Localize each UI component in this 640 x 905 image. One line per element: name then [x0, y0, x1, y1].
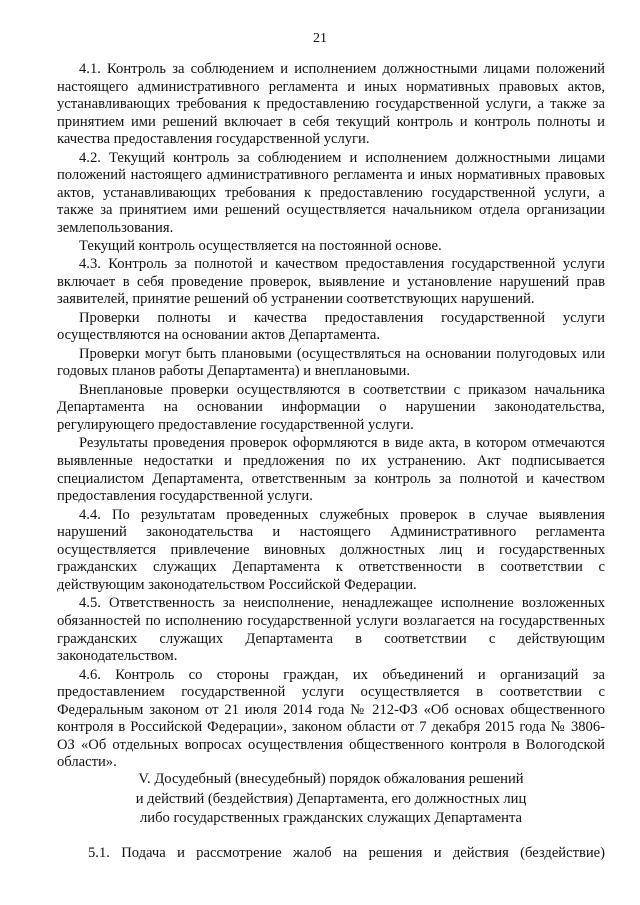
paragraph-unscheduled-checks: Внеплановые проверки осуществляются в соответствии с приказом начальника Департамента на основании информации о нарушении законодательства, регулирующего предоставление государственной услуги. [57, 381, 605, 433]
section-heading-line: V. Досудебный (внесудебный) порядок обжалования решений [138, 771, 524, 787]
paragraph-4-6: 4.6. Контроль со стороны граждан, их объединений и организаций за предоставлением государственной услуги осуществляется в соответствии с Федеральным законом от 21 июля 2014 года № 212-ФЗ «Об основах общественного контроля в Российской Федерации», законом области от 7 декабря 2015 года № 3806-ОЗ «Об отдельных вопросах осуществления общественного контроля в Вологодской области». [57, 666, 605, 771]
paragraph-4-2: 4.2. Текущий контроль за соблюдением и исполнением должностными лицами положений настоящего административного регламента и иных нормативных правовых актов, устанавливающих требования к предоставлению государственной услуги, а также за принятием ими решений осуществляется начальником отдела организации землепользования. [57, 149, 605, 236]
section-5-heading [57, 770, 605, 829]
section-heading-line: и действий (бездействия) Департамента, его должностных лиц [135, 790, 527, 807]
paragraph-5-1: 5.1. Подача и рассмотрение жалоб на решения и действия (бездействие) [88, 845, 605, 861]
paragraph-4-4: 4.4. По результатам проведенных служебных проверок в случае выявления нарушений законодательства и настоящего Административного регламента осуществляется привлечение виновных должностных лиц и государственных гражданских служащих Департамента к ответственности в соответствии с действующим законодательством Российской Федерации. [57, 506, 605, 593]
paragraph-4-5: 4.5. Ответственность за неисполнение, ненадлежащее исполнение возложенных обязанностей по исполнению государственной услуги возлагается на государственных гражданских служащих Департамента в соответствии с действующим законодательством. [57, 595, 605, 665]
paragraph-4-3: 4.3. Контроль за полнотой и качеством предоставления государственной услуги включает в себя проведение проверок, выявление и установление нарушений прав заявителей, принятие решений об устранении соответствующих нарушений. [57, 256, 605, 308]
paragraph-checks-basis: Проверки полноты и качества предоставления государственной услуги осуществляются на основании актов Департамента. [57, 309, 605, 344]
paragraph-check-results: Результаты проведения проверок оформляются в виде акта, в котором отмечаются выявленные недостатки и предложения по их устранению. Акт подписывается специалистом Департамента, ответственным за контроль за полнотой и качеством предоставления государственной услуги. [57, 435, 605, 505]
page-number: 21 [313, 31, 327, 46]
section-4-text [57, 61, 605, 772]
section-heading-line: либо государственных гражданских служащих Департамента [139, 810, 522, 826]
paragraph-4-1: 4.1. Контроль за соблюдением и исполнением должностными лицами положений настоящего административного регламента и иных нормативных правовых актов, устанавливающих требования к предоставлению государственной услуги, а также за принятием ими решений включает в себя текущий контроль и контроль полноты и качества предоставления государственной услуги. [57, 61, 605, 148]
paragraph-continuous-control: Текущий контроль осуществляется на постоянной основе. [79, 238, 442, 255]
paragraph-checks-types: Проверки могут быть плановыми (осуществляться на основании полугодовых или годовых планов работы Департамента) и внеплановыми. [57, 345, 605, 380]
